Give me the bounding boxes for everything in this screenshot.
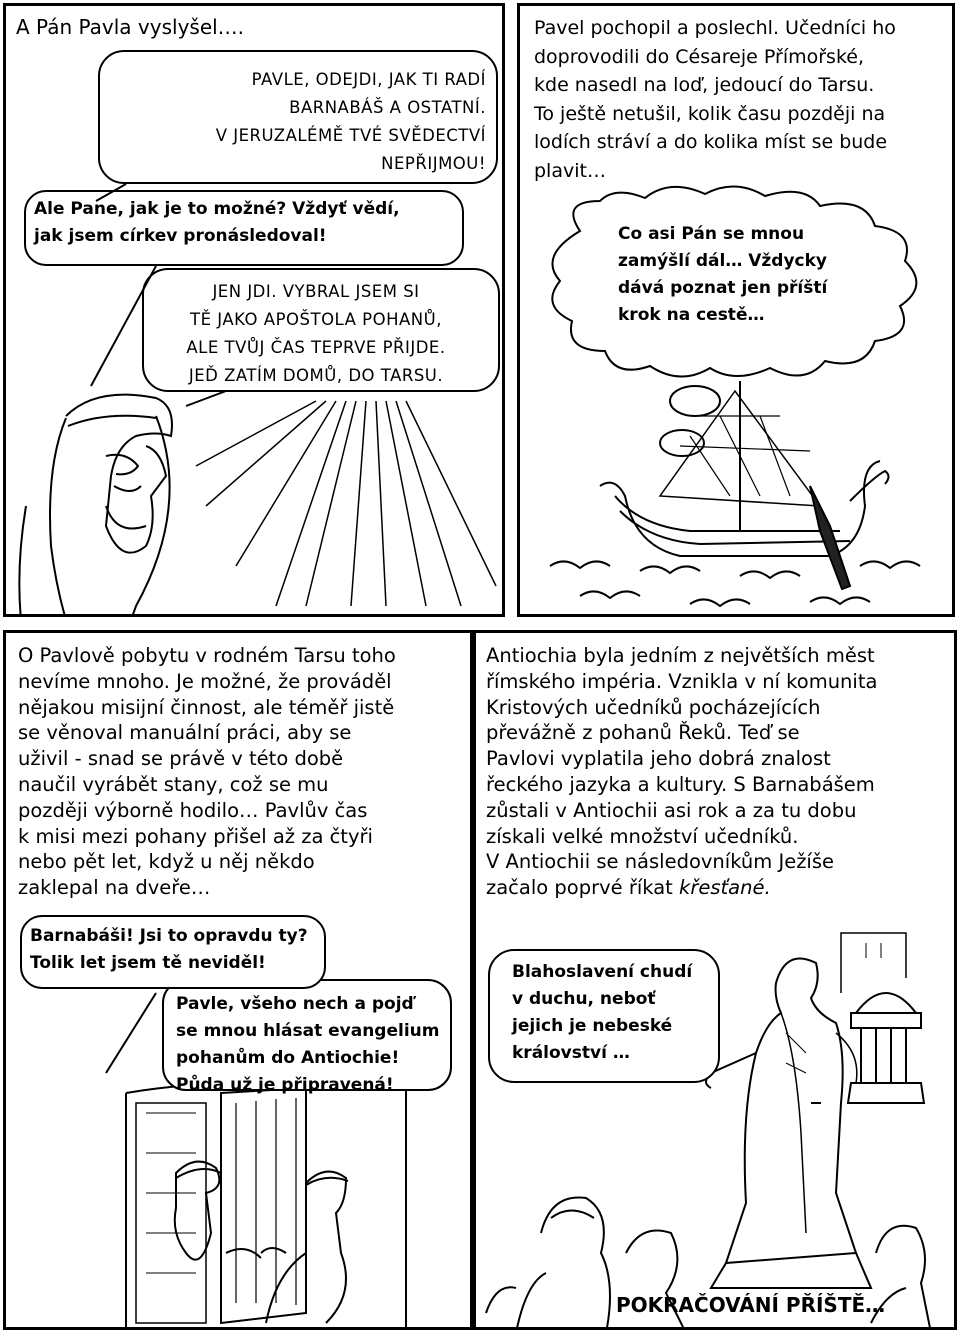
paul-speech-2-text [30,923,308,977]
text-line: Co asi Pán se mnou [618,224,805,244]
panel-3 [3,630,473,1330]
text-line: v duchu, neboť [512,989,656,1009]
text-line: Pavlovi vyplatila jeho dobrá znalost [486,747,831,771]
panel-2 [517,3,955,617]
text-line: Pavel pochopil a poslechl. Učedníci ho [534,17,896,39]
caption-last-italic: křesťané. [679,876,771,900]
text-line: se věnoval manuální práci, aby se [18,721,352,745]
text-line: Barnabáši! Jsi to opravdu ty? [30,926,308,946]
text-line: jak jsem církev pronásledoval! [34,226,327,246]
text-line: lodích stráví a do kolika míst se bude [534,131,888,153]
text-line: získali velké množství učedníků. [486,824,799,848]
ship-drawing [520,6,955,617]
text-line: ALE TVŮJ ČAS TEPRVE PŘIJDE. [186,338,446,357]
text-line: NEPŘIJMOU! [381,154,486,173]
text-line: Půda už je připravená! [176,1075,394,1095]
text-line: nevíme mnoho. Je možné, že prováděl [18,669,392,693]
text-line: Ale Pane, jak je to možné? Vždyť vědí, [34,199,400,219]
text-line: k misi mezi pohany přišel až za čtyři [18,824,373,848]
text-line: uživil - snad se právě v této době [18,747,344,771]
text-line: krok na cestě… [618,305,765,325]
text-line: BARNABÁŠ A OSTATNÍ. [289,98,486,117]
text-line: plavit… [534,159,606,182]
text-line: V Antiochii se následovníkům Ježíše [486,850,835,874]
text-line: PAVLE, ODEJDI, JAK TI RADÍ [251,70,486,89]
text-line: později výborně hodilo… Pavlův čas [18,798,368,822]
text-line: Antiochia byla jedním z největších měst [486,644,875,667]
text-line: jejich je nebeské [512,1016,673,1036]
panel-4 [473,630,957,1330]
text-line: Blahoslavení chudí [512,962,693,982]
text-line: zaklepal na dveře… [18,876,211,900]
text-line: pohanům do Antiochie! [176,1048,400,1068]
text-line: To ještě netušil, kolik času později na [534,102,886,125]
panel-1-caption: A Pán Pavla vyslyšel…. [16,15,245,39]
text-line: O Pavlově pobytu v rodném Tarsu toho [18,644,396,667]
text-line: římského impéria. Vznikla v ní komunita [486,669,878,693]
text-line: Kristových učedníků pocházejících [486,695,821,719]
text-line: doprovodili do Césareje Přímořské, [534,45,864,68]
text-line: TĚ JAKO APOŠTOLA POHANŮ, [190,310,442,329]
text-line: nebo pět let, když u něj někdo [18,850,315,874]
jesus-speech-text [512,959,692,1067]
caption-last-plain: začalo poprvé říkat [486,876,680,900]
text-line: zamýšlí dál… Vždycky [618,251,828,271]
barnabas-speech-text [176,991,439,1099]
text-line: Tolik let jsem tě neviděl! [30,953,266,973]
panel-1 [3,3,505,617]
text-line: řeckého jazyka a kultury. S Barnabášem [486,772,875,796]
text-line: JEN JDI. VYBRAL JSEM SI [212,282,420,301]
text-line: JEĎ ZATÍM DOMŮ, DO TARSU. [188,366,444,385]
text-line: V JERUZALÉMĚ TVÉ SVĚDECTVÍ [215,126,486,145]
text-line: převážně z pohanů Řeků. Teď se [486,721,800,745]
continued-footer: POKRAČOVÁNÍ PŘÍŠTĚ… [616,1293,886,1317]
text-line: Pavle, všeho nech a pojď [176,994,414,1014]
text-line: zůstali v Antiochii asi rok a za tu dobu [486,798,857,822]
text-line: kde nasedl na loď, jedoucí do Tarsu. [534,74,875,96]
text-line: se mnou hlásat evangelium [176,1021,440,1041]
text-line: naučil vyrábět stany, což se mu [18,772,329,796]
text-line: nějakou misijní činnost, ale téměř jistě [18,695,395,719]
text-line: království … [512,1043,630,1063]
paul-kneeling-drawing [6,6,505,617]
text-line: dává poznat jen příští [618,278,828,298]
